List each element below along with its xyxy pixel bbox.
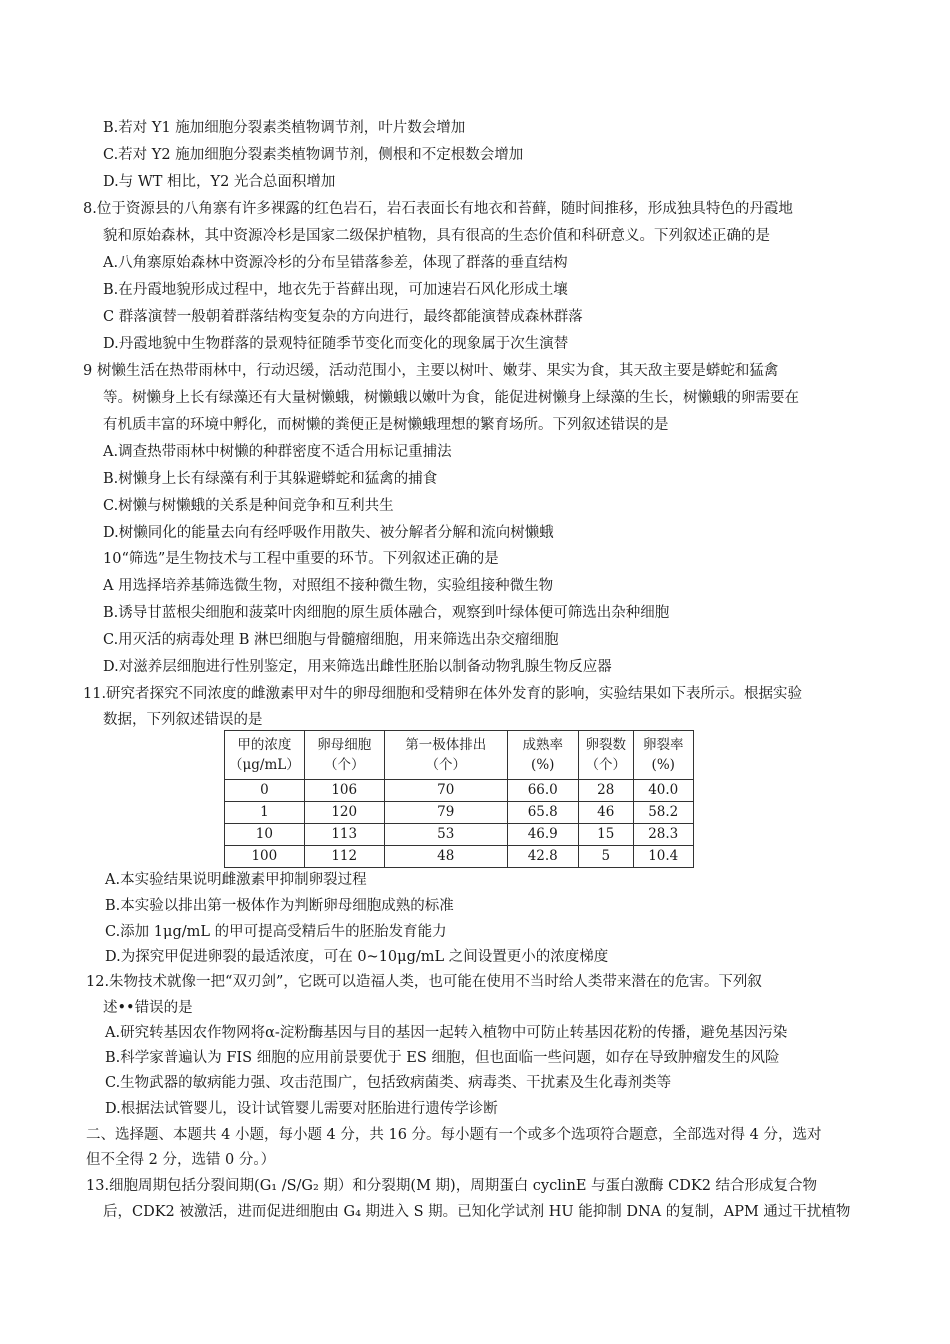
q11-option-a: A.本实验结果说明雌激素甲抑制卵裂过程 <box>105 872 367 888</box>
table-cell: 113 <box>304 824 384 846</box>
table-header-oocytes: 卵母细胞 （个） <box>304 731 384 780</box>
table-cell: 65.8 <box>507 802 578 824</box>
table-header-cleavage-rate: 卵裂率 (%) <box>633 731 693 780</box>
q11-option-b: B.本实验以排出第一极体作为判断卵母细胞成熟的标准 <box>105 898 454 914</box>
table-cell: 10.4 <box>633 846 693 868</box>
table-cell: 112 <box>304 846 384 868</box>
table-cell: 5 <box>578 846 633 868</box>
q7-option-d: D.与 WT 相比，Y2 光合总面积增加 <box>103 174 336 190</box>
table-header-concentration: 甲的浓度 （μg/mL） <box>225 731 305 780</box>
q8-option-b: B.在丹霞地貌形成过程中，地衣先于苔藓出现，可加速岩石风化形成土壤 <box>103 282 568 298</box>
q11-option-c: C.添加 1μg/mL 的甲可提高受精后牛的胚胎发育能力 <box>105 924 447 940</box>
q7-option-c: C.若对 Y2 施加细胞分裂素类植物调节剂，侧根和不定根数会增加 <box>103 147 524 163</box>
section-2-heading-line-1: 二、选择题、本题共 4 小题，每小题 4 分，共 16 分。每小题有一个或多个选项符合题意，全部选对得 4 分，选对 <box>86 1127 822 1143</box>
table-cell: 10 <box>225 824 305 846</box>
table-header-cleavage-count: 卵裂数 （个） <box>578 731 633 780</box>
q10-option-c: C.用灭活的病毒处理 B 淋巴细胞与骨髓瘤细胞，用来筛选出杂交瘤细胞 <box>103 632 559 648</box>
q11-data-table <box>224 730 694 868</box>
q9-stem-line-1: 9 树懒生活在热带雨林中，行动迟缓，活动范围小，主要以树叶、嫩芽、果实为食，其天敌主要是蟒蛇和猛禽 <box>83 363 779 379</box>
q11-stem-line-1: 11.研究者探究不同浓度的雌激素甲对牛的卵母细胞和受精卵在体外发育的影响，实验结果如下表所示。根据实验 <box>83 686 803 702</box>
q9-stem-line-2: 等。树懒身上长有绿藻还有大量树懒蛾，树懒蛾以嫩叶为食，能促进树懒身上绿藻的生长，树懒蛾的卵需要在 <box>103 390 799 406</box>
table-cell: 48 <box>384 846 507 868</box>
q13-stem-line-2: 后，CDK2 被激活，进而促进细胞由 G₄ 期进入 S 期。已知化学试剂 HU 能抑制 DNA 的复制，APM 通过干扰植物 <box>103 1204 851 1220</box>
table-cell: 0 <box>225 780 305 802</box>
q8-option-d: D.丹霞地貌中生物群落的景观特征随季节变化而变化的现象属于次生演替 <box>103 336 569 352</box>
table-cell: 28.3 <box>633 824 693 846</box>
table-cell: 28 <box>578 780 633 802</box>
table-header-row <box>225 731 694 780</box>
table-cell: 79 <box>384 802 507 824</box>
q12-stem-line-1: 12.朱物技术就像一把“双刃剑”，它既可以造福人类，也可能在使用不当时给人类带来潜在的危害。下列叙 <box>86 974 762 990</box>
table-header-first-polar-body: 第一极体排出 （个） <box>384 731 507 780</box>
table-cell: 100 <box>225 846 305 868</box>
table-cell: 120 <box>304 802 384 824</box>
q7-option-b: B.若对 Y1 施加细胞分裂素类植物调节剂，叶片数会增加 <box>103 120 466 136</box>
q13-stem-line-1: 13.细胞周期包括分裂间期(G₁ /S/G₂ 期）和分裂期(M 期)，周期蛋白 cyclinE 与蛋白激酶 CDK2 结合形成复合物 <box>86 1178 818 1194</box>
table-cell: 46.9 <box>507 824 578 846</box>
q10-stem: 10“筛选”是生物技术与工程中重要的环节。下列叙述正确的是 <box>103 551 499 567</box>
table-row <box>225 846 694 868</box>
q8-stem-line-2: 貌和原始森林，其中资源冷杉是国家二级保护植物，具有很高的生态价值和科研意义。下列叙述正确的是 <box>103 228 770 244</box>
table-cell: 58.2 <box>633 802 693 824</box>
q10-option-a: A 用选择培养基筛选微生物，对照组不接种微生物，实验组接种微生物 <box>103 578 554 594</box>
table-row <box>225 824 694 846</box>
q11-option-d: D.为探究甲促进卵裂的最适浓度，可在 0~10μg/mL 之间设置更小的浓度梯度 <box>105 949 609 965</box>
table-cell: 106 <box>304 780 384 802</box>
q12-option-a: A.研究转基因农作物网将α-淀粉酶基因与目的基因一起转入植物中可防止转基因花粉的传播，避免基因污染 <box>105 1025 788 1041</box>
table-cell: 70 <box>384 780 507 802</box>
q8-option-a: A.八角寨原始森林中资源冷杉的分布呈错落参差，体现了群落的垂直结构 <box>103 255 568 271</box>
q9-option-d: D.树懒同化的能量去向有经呼吸作用散失、被分解者分解和流向树懒蛾 <box>103 525 554 541</box>
q12-option-b: B.科学家普遍认为 FIS 细胞的应用前景要优于 ES 细胞，但也面临一些问题，如存在导致肿瘤发生的风险 <box>105 1050 780 1066</box>
table-cell: 66.0 <box>507 780 578 802</box>
q11-stem-line-2: 数据，下列叙述错误的是 <box>103 712 263 728</box>
q10-option-d: D.对滋养层细胞进行性别鉴定，用来筛选出雌性胚胎以制备动物乳腺生物反应器 <box>103 659 612 675</box>
table-cell: 42.8 <box>507 846 578 868</box>
q12-option-c: C.生物武器的敏病能力强、攻击范围广，包括致病菌类、病毒类、干扰素及生化毒剂类等 <box>105 1075 672 1091</box>
q12-option-d: D.根据法试管婴儿，设计试管婴儿需要对胚胎进行遗传学诊断 <box>105 1101 498 1117</box>
table-header-maturation-rate: 成熟率 (%) <box>507 731 578 780</box>
q9-option-c: C.树懒与树懒蛾的关系是种间竞争和互利共生 <box>103 498 394 514</box>
table-row <box>225 780 694 802</box>
q8-stem-line-1: 8.位于资源县的八角寨有许多裸露的红色岩石，岩石表面长有地衣和苔藓，随时间推移，形成独具特色的丹霞地 <box>83 201 793 217</box>
q9-option-b: B.树懒身上长有绿藻有利于其躲避蟒蛇和猛禽的捕食 <box>103 471 438 487</box>
q8-option-c: C 群落演替一般朝着群落结构变复杂的方向进行，最终都能演替成森林群落 <box>103 309 583 325</box>
table-cell: 46 <box>578 802 633 824</box>
table-cell: 1 <box>225 802 305 824</box>
q9-option-a: A.调查热带雨林中树懒的种群密度不适合用标记重捕法 <box>103 444 452 460</box>
table-cell: 53 <box>384 824 507 846</box>
section-2-heading-line-2: 但不全得 2 分，选错 0 分。） <box>86 1152 276 1168</box>
table-row <box>225 802 694 824</box>
q10-option-b: B.诱导甘蓝根尖细胞和菠菜叶肉细胞的原生质体融合，观察到叶绿体便可筛选出杂种细胞 <box>103 605 670 621</box>
table-cell: 40.0 <box>633 780 693 802</box>
table-cell: 15 <box>578 824 633 846</box>
q12-stem-line-2: 述••错误的是 <box>103 1000 193 1016</box>
q9-stem-line-3: 有机质丰富的环境中孵化，而树懒的粪便正是树懒蛾理想的繁育场所。下列叙述错误的是 <box>103 417 669 433</box>
